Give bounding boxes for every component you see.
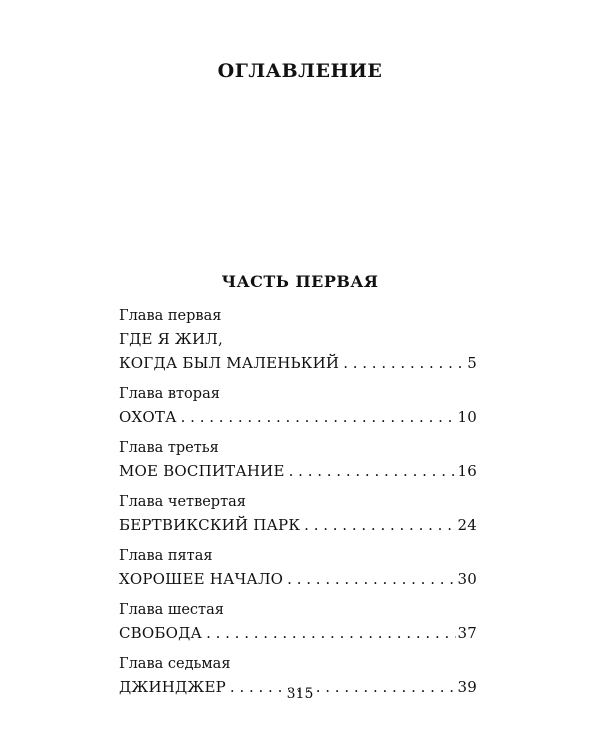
chapter-title: ДЖИНДЖЕР [119, 678, 226, 696]
chapter-label: Глава четвертая [119, 494, 246, 510]
chapter-page-number: 39 [457, 678, 477, 696]
chapter-title-row [119, 567, 477, 591]
dot-leader [206, 621, 455, 645]
chapter-title: МОЕ ВОСПИТАНИЕ [119, 462, 285, 480]
page-heading: ОГЛАВЛЕНИЕ [217, 60, 383, 82]
table-of-contents [119, 306, 477, 708]
toc-entry[interactable] [119, 306, 477, 375]
chapter-title: СВОБОДА [119, 624, 203, 642]
chapter-title: ОХОТА [119, 408, 177, 426]
dot-leader [343, 351, 465, 375]
chapter-page-number: 24 [457, 516, 477, 534]
dot-leader [304, 513, 455, 537]
chapter-title-row [119, 513, 477, 537]
chapter-title-row [119, 621, 477, 645]
toc-entry[interactable] [119, 492, 477, 537]
chapter-page-number: 37 [457, 624, 477, 642]
chapter-page-number: 16 [457, 462, 477, 480]
chapter-label: Глава вторая [119, 386, 220, 402]
chapter-label: Глава третья [119, 440, 219, 456]
part-title: ЧАСТЬ ПЕРВАЯ [221, 272, 379, 291]
chapter-title-row [119, 459, 477, 483]
chapter-label: Глава шестая [119, 602, 224, 618]
chapter-title: БЕРТВИКСКИЙ ПАРК [119, 516, 301, 534]
chapter-page-number: 5 [467, 354, 477, 372]
dot-leader [287, 567, 455, 591]
chapter-title-line: ГДЕ Я ЖИЛ, [119, 330, 223, 348]
chapter-title-row [119, 351, 477, 375]
toc-entry[interactable] [119, 384, 477, 429]
toc-entry[interactable] [119, 546, 477, 591]
chapter-title-row [119, 405, 477, 429]
chapter-label: Глава седьмая [119, 656, 231, 672]
toc-entry[interactable] [119, 438, 477, 483]
chapter-label: Глава пятая [119, 548, 213, 564]
chapter-title: КОГДА БЫЛ МАЛЕНЬКИЙ [119, 354, 340, 372]
chapter-title: ХОРОШЕЕ НАЧАЛО [119, 570, 284, 588]
chapter-label: Глава первая [119, 308, 222, 324]
toc-entry[interactable] [119, 600, 477, 645]
dot-leader [181, 405, 456, 429]
chapter-page-number: 10 [457, 408, 477, 426]
page-number: 315 [286, 686, 314, 702]
chapter-page-number: 30 [457, 570, 477, 588]
dot-leader [289, 459, 456, 483]
